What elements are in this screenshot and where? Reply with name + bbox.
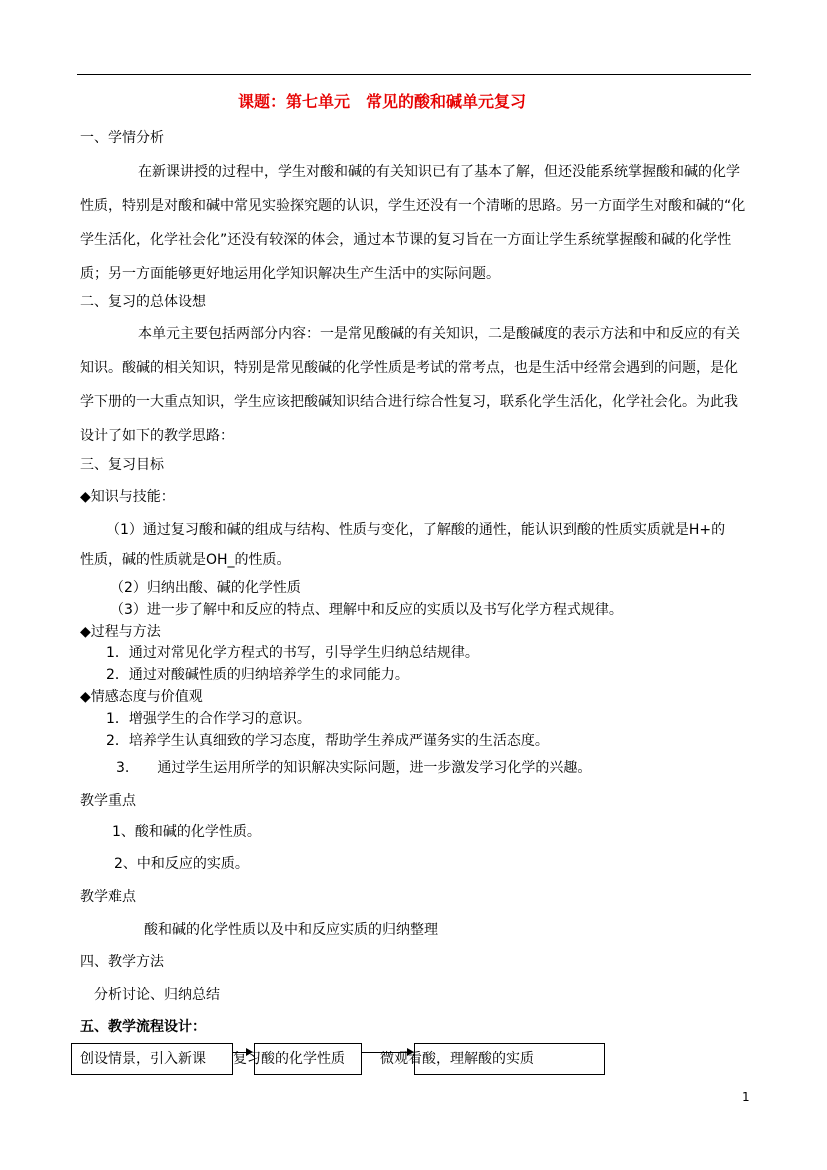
flow-box-1 — [71, 1043, 233, 1075]
focus-heading: 教学重点 — [80, 793, 136, 809]
knowledge-item-3: （3）进一步了解中和反应的特点、理解中和反应的实质以及书写化学方程式规律。 — [110, 602, 623, 618]
section-2-paragraph: 本单元主要包括两部分内容：一是常见酸碱的有关知识，二是酸碱度的表示方法和中和反应的有关知识。酸碱的相关知识，特别是常见酸碱的化学性质是考试的常考点，也是生活中经常会遇到的问题，是化学下册的一大重点知识，学生应该把酸碱知识结合进行综合性复习，联系化学生活化，化学社会化。为此我设计了如下的教学思路： — [80, 326, 740, 444]
knowledge-item-2: （2）归纳出酸、碱的化学性质 — [110, 580, 301, 596]
header-rule — [77, 74, 751, 75]
flow-box-1-label: 创设情景，引入新课 — [80, 1051, 206, 1067]
emotion-item-2: 2．培养学生认真细致的学习态度，帮助学生养成严谨务实的生活态度。 — [106, 733, 549, 749]
emotion-item-3: 3. 通过学生运用所学的知识解决实际问题，进一步激发学习化学的兴趣。 — [116, 760, 592, 776]
section-1-paragraph: 在新课讲授的过程中，学生对酸和碱的有关知识已有了基本了解，但还没能系统掌握酸和碱的化学性质，特别是对酸和碱中常见实验探究题的认识，学生还没有一个清晰的思路。另一方面学生对酸和碱的“化学生活化，化学社会化”还没有较深的体会，通过本节课的复习旨在一方面让学生系统掌握酸和碱的化学性质；另一方面能够更好地运用化学知识解决生产生活中的实际问题。 — [80, 164, 746, 282]
flow-box-3-label: 微观看酸，理解酸的实质 — [380, 1051, 534, 1067]
section-4-heading: 四、教学方法 — [80, 954, 164, 970]
section-1-heading: 一、学情分析 — [80, 130, 164, 146]
focus-item-2: 2、中和反应的实质。 — [114, 856, 249, 872]
page-title: 课题：第七单元 常见的酸和碱单元复习 — [238, 92, 527, 111]
page-number: 1 — [742, 1090, 750, 1104]
section-5-heading: 五、教学流程设计： — [80, 1019, 206, 1035]
process-item-1: 1．通过对常见化学方程式的书写，引导学生归纳总结规律。 — [106, 645, 479, 661]
knowledge-item-1a: （1）通过复习酸和碱的组成与结构、性质与变化，了解酸的通性，能认识到酸的性质实质就是H+的 — [106, 522, 726, 538]
section-3-heading: 三、复习目标 — [80, 457, 164, 473]
focus-item-1: 1、酸和碱的化学性质。 — [112, 824, 261, 840]
knowledge-item-1b: 性质，碱的性质就是OH_的性质。 — [80, 552, 291, 568]
knowledge-heading: ◆知识与技能： — [80, 489, 175, 505]
flow-box-2-label: 复习酸的化学性质 — [233, 1051, 345, 1067]
difficulty-heading: 教学难点 — [80, 889, 136, 905]
section-2-heading: 二、复习的总体设想 — [80, 294, 206, 310]
difficulty-item: 酸和碱的化学性质以及中和反应实质的归纳整理 — [144, 922, 438, 938]
section-4-item: 分析讨论、归纳总结 — [94, 987, 220, 1003]
emotion-item-1: 1．增强学生的合作学习的意识。 — [106, 711, 311, 727]
process-item-2: 2．通过对酸碱性质的归纳培养学生的求同能力。 — [106, 667, 409, 683]
process-heading: ◆过程与方法 — [80, 624, 161, 640]
emotion-heading: ◆情感态度与价值观 — [80, 689, 203, 705]
